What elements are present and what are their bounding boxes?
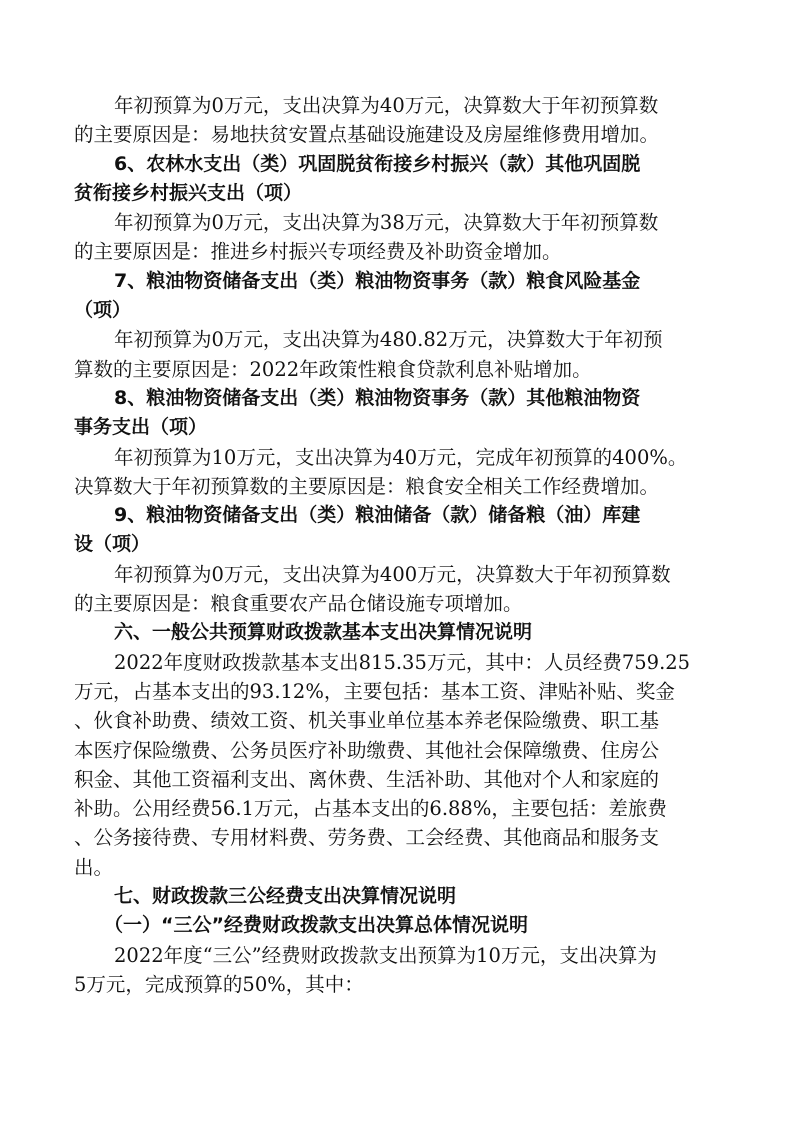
paragraph-line: 2022年度财政拨款基本支出815.35万元，其中：人员经费759.25 bbox=[114, 650, 691, 674]
paragraph-line: 的主要原因是：粮食重要农产品仓储设施专项增加。 bbox=[74, 592, 523, 616]
subsection-heading: （一）“三公”经费财政拨款支出决算总体情况说明 bbox=[104, 914, 528, 937]
document-body bbox=[74, 91, 714, 999]
section-heading: （项） bbox=[74, 299, 132, 322]
section-heading: 设（项） bbox=[74, 533, 151, 556]
section-heading: 9、粮油物资储备支出（类）粮油储备（款）储备粮（油）库建 bbox=[114, 504, 641, 527]
paragraph-line: 本医疗保险缴费、公务员医疗补助缴费、其他社会保障缴费、住房公 bbox=[74, 738, 660, 762]
section-heading: 七、财政拨款三公经费支出决算情况说明 bbox=[114, 885, 457, 908]
paragraph-line: 万元，占基本支出的93.12%，主要包括：基本工资、津贴补贴、奖金 bbox=[74, 679, 675, 703]
paragraph-line: 年初预算为10万元，支出决算为40万元，完成年初预算的400%。 bbox=[114, 445, 688, 469]
paragraph-line: 年初预算为0万元，支出决算为38万元，决算数大于年初预算数 bbox=[114, 211, 659, 235]
paragraph-line: 补助。公用经费56.1万元，占基本支出的6.88%，主要包括：差旅费 bbox=[74, 797, 667, 821]
paragraph-line: 算数的主要原因是：2022年政策性粮食贷款利息补贴增加。 bbox=[74, 357, 592, 381]
paragraph-line: 积金、其他工资福利支出、离休费、生活补助、其他对个人和家庭的 bbox=[74, 767, 660, 791]
paragraph-line: 的主要原因是：推进乡村振兴专项经费及补助资金增加。 bbox=[74, 240, 562, 264]
section-heading: 六、一般公共预算财政拨款基本支出决算情况说明 bbox=[114, 621, 533, 644]
paragraph-line: 2022年度“三公”经费财政拨款支出预算为10万元，支出决算为 bbox=[114, 943, 657, 967]
paragraph-line: 出。 bbox=[74, 855, 114, 879]
paragraph-line: 、伙食补助费、绩效工资、机关事业单位基本养老保险缴费、职工基 bbox=[74, 709, 660, 733]
section-heading: 6、农林水支出（类）巩固脱贫衔接乡村振兴（款）其他巩固脱 bbox=[114, 152, 641, 175]
section-heading: 7、粮油物资储备支出（类）粮油物资事务（款）粮食风险基金 bbox=[114, 269, 641, 292]
paragraph-line: 决算数大于年初预算数的主要原因是：粮食安全相关工作经费增加。 bbox=[74, 474, 660, 498]
section-heading: 8、粮油物资储备支出（类）粮油物资事务（款）其他粮油物资 bbox=[114, 386, 641, 409]
section-heading: 事务支出（项） bbox=[74, 416, 208, 439]
paragraph-line: 的主要原因是：易地扶贫安置点基础设施建设及房屋维修费用增加。 bbox=[74, 123, 660, 147]
paragraph-line: 、公务接待费、专用材料费、劳务费、工会经费、其他商品和服务支 bbox=[74, 826, 660, 850]
paragraph-line: 年初预算为0万元，支出决算为480.82万元，决算数大于年初预 bbox=[114, 328, 663, 352]
section-heading: 贫衔接乡村振兴支出（项） bbox=[74, 181, 303, 204]
paragraph-line: 5万元，完成预算的50%，其中： bbox=[74, 972, 364, 996]
paragraph-line: 年初预算为0万元，支出决算为400万元，决算数大于年初预算数 bbox=[114, 562, 671, 586]
paragraph-line: 年初预算为0万元，支出决算为40万元，决算数大于年初预算数 bbox=[114, 94, 659, 117]
